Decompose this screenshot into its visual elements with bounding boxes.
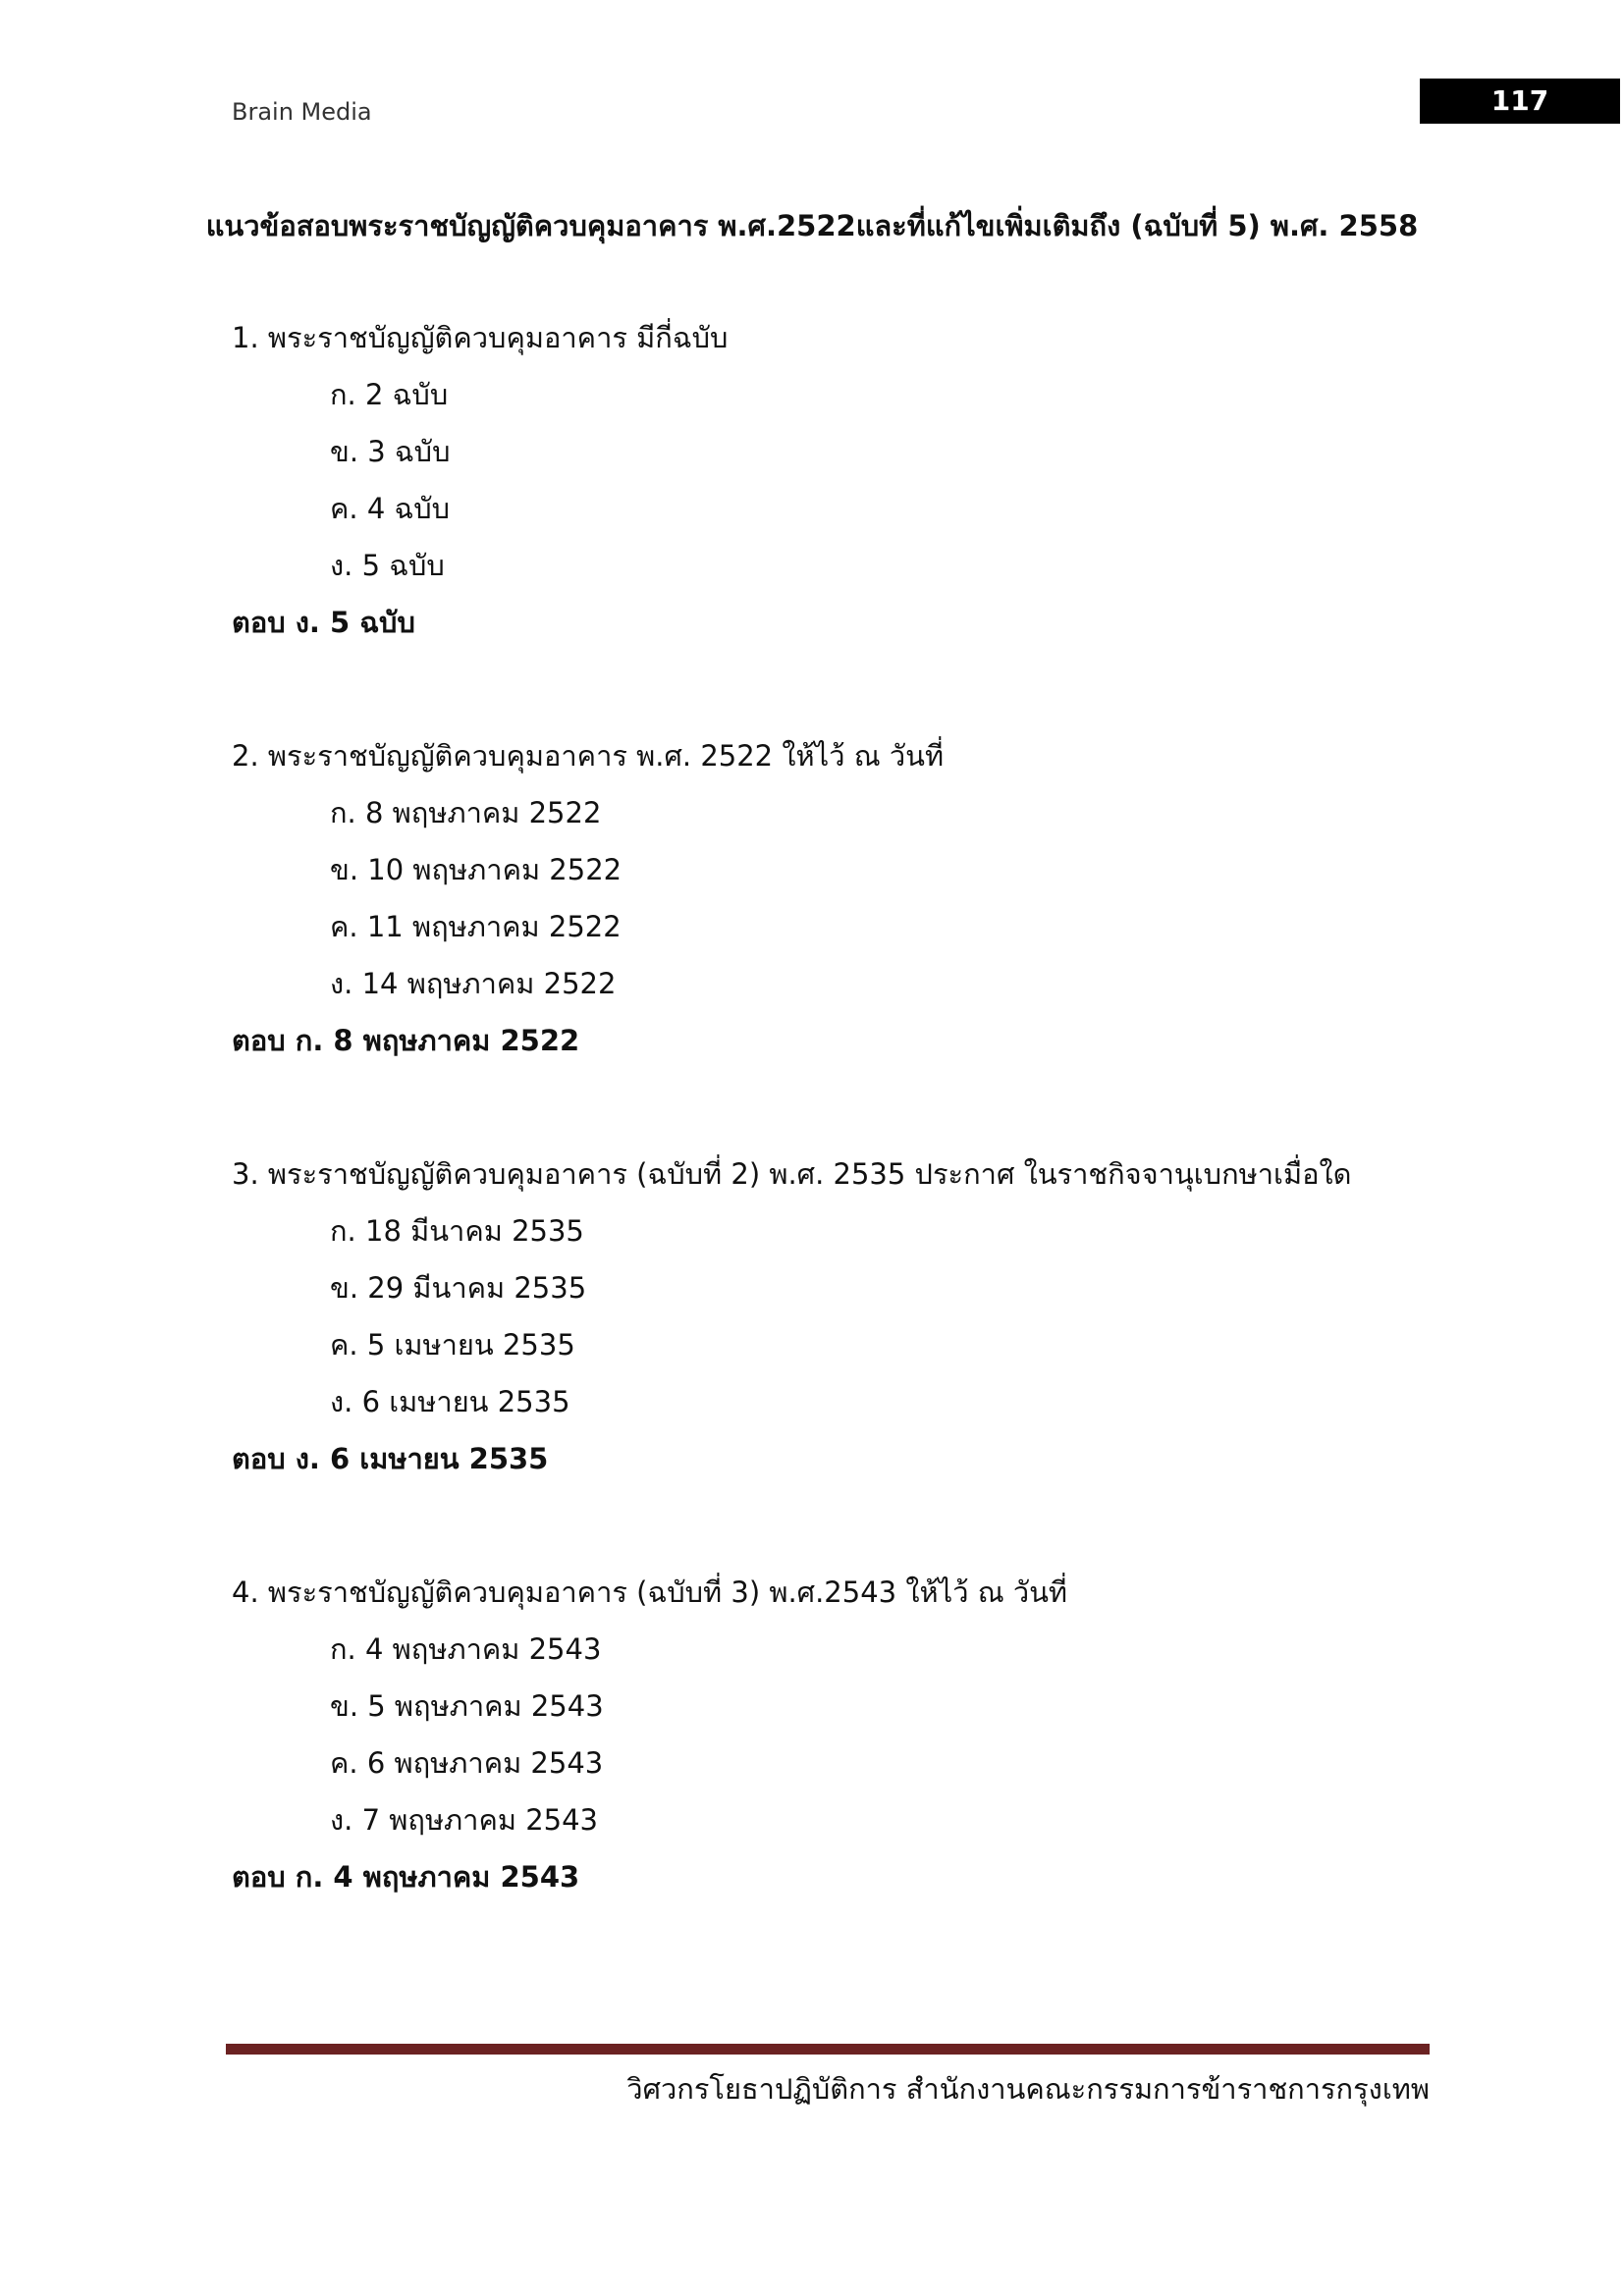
choice-d: ง. 5 ฉบับ — [330, 549, 445, 582]
choice-c: ค. 4 ฉบับ — [330, 492, 451, 525]
footer-divider — [226, 2044, 1430, 2055]
choice-b: ข. 10 พฤษภาคม 2522 — [330, 853, 623, 886]
choice-a: ก. 8 พฤษภาคม 2522 — [330, 796, 602, 829]
choice-a: ก. 2 ฉบับ — [330, 378, 449, 411]
choice-d: ง. 7 พฤษภาคม 2543 — [330, 1803, 598, 1837]
question-text: 2. พระราชบัญญัติควบคุมอาคาร พ.ศ. 2522 ให้ไว้ ณ วันที่ — [232, 739, 945, 773]
question-3 — [232, 1148, 1449, 1490]
question-1 — [232, 312, 1449, 654]
choice-a: ก. 4 พฤษภาคม 2543 — [330, 1632, 602, 1666]
choice-a: ก. 18 มีนาคม 2535 — [330, 1214, 584, 1248]
choice-c: ค. 6 พฤษภาคม 2543 — [330, 1746, 604, 1780]
page-number-badge: 117 — [1420, 79, 1620, 124]
question-list — [232, 312, 1449, 1985]
question-2 — [232, 730, 1449, 1072]
question-text: 3. พระราชบัญญัติควบคุมอาคาร (ฉบับที่ 2) พ.ศ. 2535 ประกาศ ในราชกิจจานุเบกษาเมื่อใด — [232, 1157, 1352, 1191]
choice-c: ค. 11 พฤษภาคม 2522 — [330, 910, 622, 943]
document-title: แนวข้อสอบพระราชบัญญัติควบคุมอาคาร พ.ศ.2522และที่แก้ไขเพิ่มเติมถึง (ฉบับที่ 5) พ.ศ. 2558 — [205, 209, 1419, 242]
answer: ตอบ ก. 8 พฤษภาคม 2522 — [232, 1024, 580, 1057]
footer-text: วิศวกรโยธาปฏิบัติการ สำนักงานคณะกรรมการข้าราชการกรุงเทพ — [626, 2072, 1430, 2106]
choice-c: ค. 5 เมษายน 2535 — [330, 1328, 575, 1362]
choice-d: ง. 6 เมษายน 2535 — [330, 1385, 570, 1418]
answer: ตอบ ก. 4 พฤษภาคม 2543 — [232, 1860, 580, 1894]
choice-b: ข. 29 มีนาคม 2535 — [330, 1271, 587, 1305]
question-text: 4. พระราชบัญญัติควบคุมอาคาร (ฉบับที่ 3) พ.ศ.2543 ให้ไว้ ณ วันที่ — [232, 1575, 1068, 1609]
choice-b: ข. 3 ฉบับ — [330, 435, 451, 468]
answer: ตอบ ง. 6 เมษายน 2535 — [232, 1442, 549, 1475]
choice-d: ง. 14 พฤษภาคม 2522 — [330, 967, 617, 1000]
question-4 — [232, 1567, 1449, 1908]
publisher-name: Brain Media — [232, 98, 372, 126]
choice-b: ข. 5 พฤษภาคม 2543 — [330, 1689, 604, 1723]
question-text: 1. พระราชบัญญัติควบคุมอาคาร มีกี่ฉบับ — [232, 321, 729, 354]
answer: ตอบ ง. 5 ฉบับ — [232, 606, 415, 639]
